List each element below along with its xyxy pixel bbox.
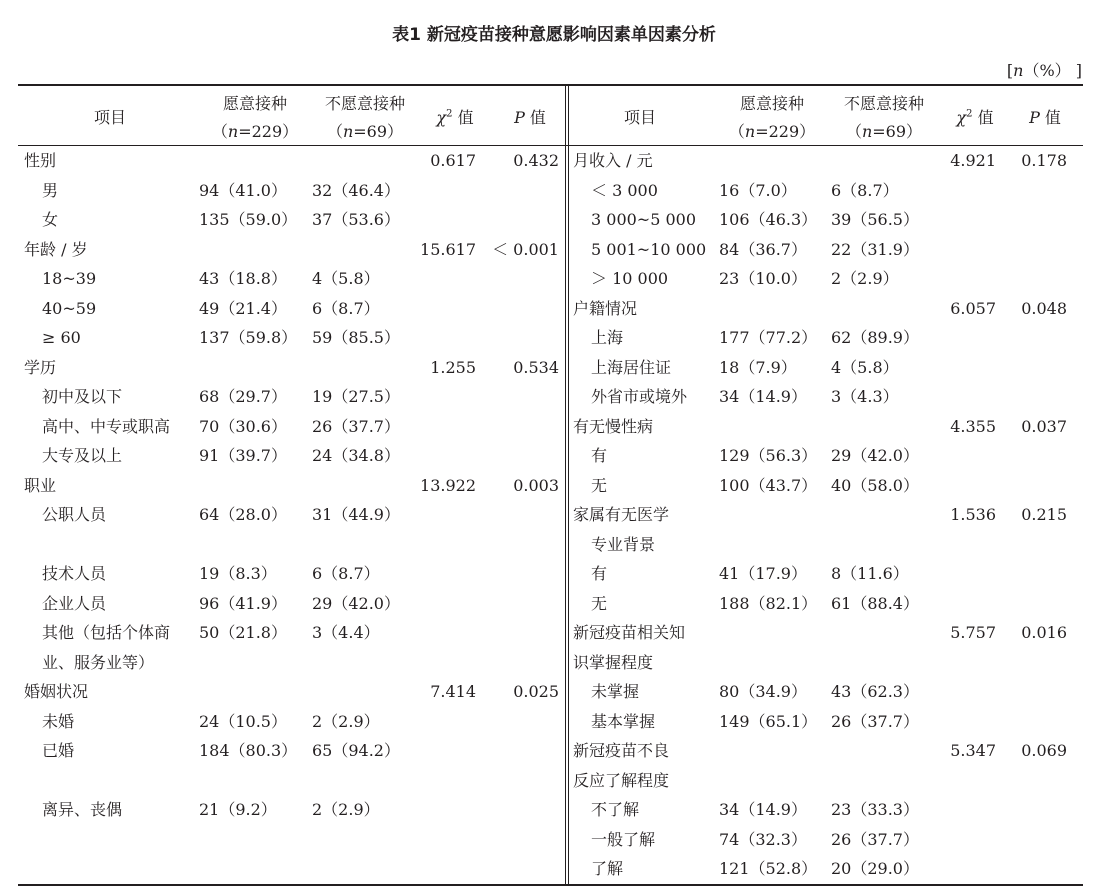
header-chi: $\chi^2$ 值 bbox=[436, 108, 474, 127]
table-row bbox=[0, 264, 1108, 294]
table-row bbox=[0, 589, 1108, 619]
cell-unwilling: 39（56.5） bbox=[831, 210, 919, 229]
cell-willing: 74（32.3） bbox=[719, 829, 807, 849]
cell-willing: 68（29.7） bbox=[199, 387, 287, 406]
cell-p: 0.534 bbox=[513, 357, 559, 377]
cell-willing: 23（10.0） bbox=[719, 269, 807, 288]
cell-willing: 96（41.9） bbox=[199, 593, 287, 613]
table-row bbox=[0, 825, 1108, 855]
row-label: 3 000~5 000 bbox=[591, 210, 697, 229]
cell-unwilling: 23（33.3） bbox=[831, 800, 919, 819]
cell-unwilling: 24（34.8） bbox=[312, 446, 400, 465]
cell-unwilling: 62（89.9） bbox=[831, 328, 919, 347]
row-label: 反应了解程度 bbox=[573, 770, 670, 790]
cell-unwilling: 22（31.9） bbox=[831, 239, 919, 259]
row-label: 基本掌握 bbox=[591, 711, 656, 731]
cell-unwilling: 43（62.3） bbox=[831, 682, 919, 701]
cell-chi: 4.355 bbox=[950, 416, 996, 436]
row-label: 离异、丧偶 bbox=[42, 800, 123, 819]
cell-willing: 149（65.1） bbox=[719, 711, 818, 731]
cell-p: 0.048 bbox=[1021, 298, 1067, 318]
cell-willing: 70（30.6） bbox=[199, 416, 287, 436]
cell-willing: 84（36.7） bbox=[719, 239, 807, 259]
header-p: P 值 bbox=[514, 108, 546, 127]
cell-willing: 43（18.8） bbox=[199, 269, 287, 288]
cell-chi: 5.347 bbox=[950, 741, 996, 760]
cell-unwilling: 8（11.6） bbox=[831, 564, 909, 583]
cell-chi: 15.617 bbox=[420, 239, 476, 259]
cell-willing: 94（41.0） bbox=[199, 180, 287, 200]
cell-willing: 135（59.0） bbox=[199, 210, 298, 229]
cell-chi: 7.414 bbox=[430, 682, 476, 701]
cell-willing: 121（52.8） bbox=[719, 859, 818, 878]
cell-p: 0.037 bbox=[1021, 416, 1067, 436]
cell-chi: 5.757 bbox=[950, 623, 996, 642]
row-label: 学历 bbox=[24, 357, 57, 377]
row-label: 上海 bbox=[591, 328, 624, 347]
cell-unwilling: 37（53.6） bbox=[312, 210, 400, 229]
cell-willing: 91（39.7） bbox=[199, 446, 287, 465]
row-label: 公职人员 bbox=[42, 505, 107, 524]
row-label: 外省市或境外 bbox=[591, 387, 688, 406]
row-label: 年龄 / 岁 bbox=[24, 239, 88, 259]
table-row bbox=[0, 412, 1108, 442]
cell-unwilling: 20（29.0） bbox=[831, 859, 919, 878]
cell-willing: 34（14.9） bbox=[719, 387, 807, 406]
row-label: 新冠疫苗不良 bbox=[573, 741, 670, 760]
table-row bbox=[0, 500, 1108, 530]
header-p: P 值 bbox=[1029, 108, 1061, 127]
cell-unwilling: 2（2.9） bbox=[312, 711, 380, 731]
row-label: ≥ 60 bbox=[42, 328, 81, 347]
row-label: 已婚 bbox=[42, 741, 75, 760]
cell-willing: 129（56.3） bbox=[719, 446, 818, 465]
cell-unwilling: 32（46.4） bbox=[312, 180, 400, 200]
header-willing-n: （n=229） bbox=[728, 122, 816, 141]
row-label: 新冠疫苗相关知 bbox=[573, 623, 686, 642]
bottom-rule bbox=[18, 884, 1083, 886]
table-row bbox=[0, 205, 1108, 235]
cell-unwilling: 4（5.8） bbox=[312, 269, 380, 288]
top-rule bbox=[18, 84, 1083, 86]
cell-unwilling: 65（94.2） bbox=[312, 741, 400, 760]
cell-unwilling: 6（8.7） bbox=[312, 564, 380, 583]
table-row bbox=[0, 736, 1108, 766]
cell-willing: 177（77.2） bbox=[719, 328, 818, 347]
row-label: 家属有无医学 bbox=[573, 505, 670, 524]
cell-p: 0.432 bbox=[513, 151, 559, 170]
cell-willing: 18（7.9） bbox=[719, 357, 797, 377]
cell-willing: 34（14.9） bbox=[719, 800, 807, 819]
cell-p: 0.178 bbox=[1021, 151, 1067, 170]
cell-unwilling: 40（58.0） bbox=[831, 475, 919, 495]
cell-unwilling: 19（27.5） bbox=[312, 387, 400, 406]
cell-willing: 64（28.0） bbox=[199, 505, 287, 524]
unit-label bbox=[1007, 58, 1082, 81]
cell-unwilling: 29（42.0） bbox=[312, 593, 400, 613]
cell-chi: 0.617 bbox=[430, 151, 476, 170]
row-label: ＞ 10 000 bbox=[591, 269, 669, 288]
cell-p: 0.069 bbox=[1021, 741, 1067, 760]
row-label: 业、服务业等） bbox=[42, 652, 155, 672]
cell-willing: 41（17.9） bbox=[719, 564, 807, 583]
header-willing-n: （n=229） bbox=[211, 122, 299, 141]
unit-percent: （%） bbox=[1023, 61, 1071, 80]
row-label: 识掌握程度 bbox=[573, 652, 654, 672]
cell-unwilling: 6（8.7） bbox=[312, 298, 380, 318]
cell-unwilling: 31（44.9） bbox=[312, 505, 400, 524]
table-row bbox=[0, 795, 1108, 825]
row-label: 性别 bbox=[24, 151, 57, 170]
row-label: 专业背景 bbox=[591, 534, 656, 554]
table-row bbox=[0, 146, 1108, 176]
cell-willing: 49（21.4） bbox=[199, 298, 287, 318]
cell-chi: 6.057 bbox=[950, 298, 996, 318]
cell-unwilling: 3（4.4） bbox=[312, 623, 380, 642]
table-row bbox=[0, 294, 1108, 324]
cell-willing: 19（8.3） bbox=[199, 564, 277, 583]
row-label: 未掌握 bbox=[591, 682, 640, 701]
row-label: 其他（包括个体商 bbox=[42, 623, 171, 642]
cell-unwilling: 29（42.0） bbox=[831, 446, 919, 465]
table-row bbox=[0, 441, 1108, 471]
row-label: 婚姻状况 bbox=[24, 682, 89, 701]
cell-unwilling: 6（8.7） bbox=[831, 180, 899, 200]
cell-unwilling: 26（37.7） bbox=[831, 711, 919, 731]
cell-unwilling: 2（2.9） bbox=[831, 269, 899, 288]
row-label: 不了解 bbox=[591, 800, 640, 819]
row-label: 高中、中专或职高 bbox=[42, 416, 171, 436]
row-label: 无 bbox=[591, 475, 608, 495]
cell-unwilling: 4（5.8） bbox=[831, 357, 899, 377]
unit-n: n bbox=[1013, 61, 1024, 80]
cell-chi: 1.255 bbox=[430, 357, 476, 377]
cell-willing: 16（7.0） bbox=[719, 180, 797, 200]
cell-willing: 80（34.9） bbox=[719, 682, 807, 701]
table-row bbox=[0, 176, 1108, 206]
table-row bbox=[0, 559, 1108, 589]
cell-chi: 4.921 bbox=[950, 151, 996, 170]
cell-p: 0.016 bbox=[1021, 623, 1067, 642]
cell-willing: 100（43.7） bbox=[719, 475, 818, 495]
row-label: 女 bbox=[42, 210, 59, 229]
header-willing: 愿意接种 bbox=[222, 94, 287, 113]
row-label: 5 001~10 000 bbox=[591, 239, 707, 259]
row-label: 未婚 bbox=[42, 711, 75, 731]
cell-willing: 137（59.8） bbox=[199, 328, 298, 347]
header-unwilling-n: （n=69） bbox=[845, 122, 923, 141]
table-row bbox=[0, 235, 1108, 265]
row-label: 企业人员 bbox=[42, 593, 107, 613]
table-row bbox=[0, 382, 1108, 412]
table-row bbox=[0, 854, 1108, 884]
cell-willing: 184（80.3） bbox=[199, 741, 298, 760]
row-label: 了解 bbox=[591, 859, 624, 878]
row-label: ＜ 3 000 bbox=[591, 180, 658, 200]
cell-willing: 106（46.3） bbox=[719, 210, 818, 229]
cell-unwilling: 59（85.5） bbox=[312, 328, 400, 347]
row-label: 有无慢性病 bbox=[573, 416, 654, 436]
row-label: 上海居住证 bbox=[591, 357, 672, 377]
row-label: 40~59 bbox=[42, 298, 97, 318]
table-row bbox=[0, 618, 1108, 648]
cell-unwilling: 26（37.7） bbox=[312, 416, 400, 436]
cell-willing: 21（9.2） bbox=[199, 800, 277, 819]
row-label: 18~39 bbox=[42, 269, 97, 288]
header-unwilling: 不愿意接种 bbox=[843, 94, 924, 113]
row-label: 有 bbox=[591, 564, 608, 583]
header-chi: $\chi^2$ 值 bbox=[956, 108, 994, 127]
cell-unwilling: 3（4.3） bbox=[831, 387, 899, 406]
cell-willing: 24（10.5） bbox=[199, 711, 287, 731]
table-row bbox=[0, 471, 1108, 501]
row-label: 无 bbox=[591, 593, 608, 613]
table-row bbox=[0, 353, 1108, 383]
row-label: 职业 bbox=[24, 475, 57, 495]
table-row bbox=[0, 677, 1108, 707]
row-label: 大专及以上 bbox=[42, 446, 123, 465]
row-label: 初中及以下 bbox=[42, 387, 123, 406]
cell-chi: 13.922 bbox=[420, 475, 476, 495]
cell-unwilling: 61（88.4） bbox=[831, 593, 919, 613]
table-title: 表1 新冠疫苗接种意愿影响因素单因素分析 bbox=[392, 25, 716, 45]
table-row bbox=[0, 707, 1108, 737]
cell-p: 0.003 bbox=[513, 475, 559, 495]
cell-p: ＜ 0.001 bbox=[492, 239, 559, 259]
row-label: 一般了解 bbox=[591, 829, 656, 849]
cell-unwilling: 2（2.9） bbox=[312, 800, 380, 819]
header-unwilling-n: （n=69） bbox=[326, 122, 404, 141]
header-item: 项目 bbox=[93, 108, 126, 127]
cell-unwilling: 26（37.7） bbox=[831, 829, 919, 849]
unit-close-bracket: ] bbox=[1075, 61, 1082, 80]
cell-willing: 188（82.1） bbox=[719, 593, 818, 613]
table-row bbox=[0, 323, 1108, 353]
table-row bbox=[0, 648, 1108, 678]
header-unwilling: 不愿意接种 bbox=[324, 94, 405, 113]
row-label: 有 bbox=[591, 446, 608, 465]
row-label: 技术人员 bbox=[42, 564, 107, 583]
row-label: 月收入 / 元 bbox=[573, 151, 653, 170]
row-label: 户籍情况 bbox=[573, 298, 638, 318]
cell-willing: 50（21.8） bbox=[199, 623, 287, 642]
table-row bbox=[0, 530, 1108, 560]
unit-open-bracket: [ bbox=[1006, 61, 1014, 80]
header-item: 项目 bbox=[623, 108, 656, 127]
table-row bbox=[0, 766, 1108, 796]
cell-chi: 1.536 bbox=[950, 505, 996, 524]
header-willing: 愿意接种 bbox=[739, 94, 804, 113]
row-label: 男 bbox=[42, 180, 59, 200]
cell-p: 0.025 bbox=[513, 682, 559, 701]
cell-p: 0.215 bbox=[1021, 505, 1067, 524]
